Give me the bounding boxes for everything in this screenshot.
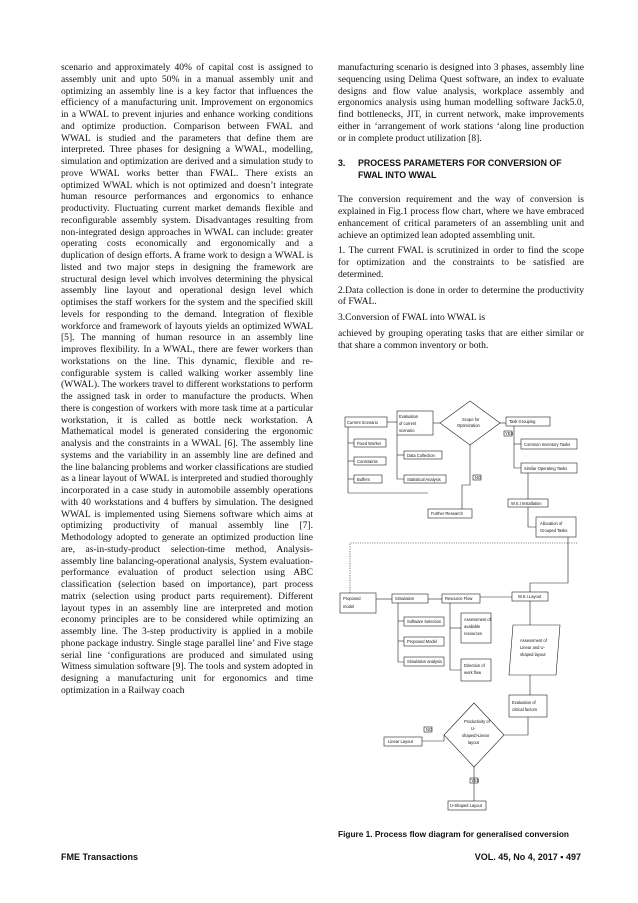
fig-buffers: Buffers: [357, 477, 370, 482]
fig-assessment-linear-3: shaped layout: [520, 652, 546, 657]
fig-no-2: NO: [426, 727, 433, 732]
fig-linear-layout: Linear Layout: [388, 739, 413, 744]
fig-constraints: Constraints: [357, 459, 378, 464]
fig-yes-2: YES: [471, 778, 480, 783]
fig-productivity-1: Productivity of: [464, 719, 490, 724]
fig-proposed-model-box: Proposed Model: [407, 639, 437, 644]
section-number: 3.: [338, 158, 346, 169]
fig-further-research: Further Research: [431, 511, 463, 516]
body-paragraph: 2.Data collection is done in order to determine the productivity of FWAL.: [338, 284, 584, 308]
body-paragraph: manufacturing scenario is designed into 3 phases, assembly line sequencing using Delima Quest software, an index to evaluate designs and flow value analysis, workplace assembly and ergonomics analysis using human modelling software Jack5.0, find bottlenecks, JIT, in current network, make improvements either in ‘arrangement of work stations ‘along line production or in complete product utilization [8].: [338, 62, 584, 144]
section-title: PROCESS PARAMETERS FOR CONVERSION OF FWAL INTO WWAL: [358, 158, 562, 180]
fig-current-scenario: Current Scenario: [347, 420, 378, 425]
fig-data-collection: Data Collection: [407, 453, 435, 458]
fig-allocation-2: Grouped Tasks: [540, 528, 568, 533]
left-column: [61, 62, 313, 697]
section-heading: [338, 158, 584, 181]
footer-journal: FME Transactions: [61, 852, 139, 862]
fig-productivity-4: layout: [468, 740, 479, 745]
fig-productivity-2: U-: [471, 726, 476, 731]
fig-assessment-resources-2: available: [464, 624, 481, 629]
fig-simulation-analysis: Simulation analysis: [407, 659, 443, 664]
body-paragraph: 3.Conversion of FWAL into WWAL is: [338, 312, 486, 323]
fig-allocation-1: Allocation of: [540, 521, 563, 526]
footer-issue: VOL. 45, No 4, 2017 ▪ 497: [474, 852, 581, 862]
fig-no-1: NO: [475, 475, 482, 480]
figure-caption: Figure 1. Process flow diagram for generalised conversion: [338, 829, 570, 839]
fig-assessment-linear-1: Assessment of: [520, 638, 547, 643]
body-paragraph: 1. The current FWAL is scrutinized in order to find the scope for optimization and the constraints to be satisfied are determined.: [338, 245, 584, 280]
fig-assessment-resources-3: resources: [464, 631, 482, 636]
fig-assessment-linear-2: Linear and U-: [520, 645, 545, 650]
fig-direction-flow-2: work flow: [464, 670, 482, 675]
fig-wsi-installation: W.S.I Installation: [511, 501, 542, 506]
fig-wsi-layout: W.S.I Layout: [518, 594, 542, 599]
fig-direction-flow-1: Direction of: [464, 663, 485, 668]
fig-evaluation-critical-2: critical factors: [512, 707, 538, 712]
fig-evaluation-critical-1: Evaluation of: [512, 700, 536, 705]
fig-proposed-model-2: model: [343, 604, 355, 609]
process-flow-diagram: [338, 393, 584, 825]
fig-resource-flow: Resource Flow: [445, 596, 473, 601]
fig-ushaped-layout: U-Shaped Layout: [450, 803, 482, 808]
fig-similar-operating: Similar Operating Tasks: [524, 466, 568, 471]
body-paragraph: achieved by grouping operating tasks that are either similar or that share a common inventory or both.: [338, 327, 584, 351]
fig-fixed-worker: Fixed Worker: [357, 441, 382, 446]
fig-yes-1: YES: [505, 431, 514, 436]
fig-scope-1: Scope for: [462, 417, 480, 422]
fig-task-grouping: Task Grouping: [509, 419, 536, 424]
fig-evaluation-current-2: of current: [399, 421, 417, 426]
fig-proposed-model-1: Proposed: [343, 596, 361, 601]
fig-simulation: Simulation: [395, 596, 415, 601]
fig-software-selection: Software Selection: [407, 619, 442, 624]
fig-evaluation-current-3: scenario: [399, 428, 415, 433]
fig-common-inventory: Common Inventory Tasks: [524, 442, 571, 447]
body-paragraph: The conversion requirement and the way of conversion is explained in Fig.1 process flow chart, where we have embraced enhancement of critical parameters of an assembling unit and achieve an optimized lean adopted assembling unit.: [338, 194, 584, 241]
fig-statistical-analysis: Statistical Analysis: [407, 477, 441, 482]
right-column: [338, 62, 584, 351]
fig-scope-2: Optimization: [457, 423, 480, 428]
fig-productivity-3: shaped>Linear: [462, 733, 490, 738]
fig-evaluation-current-1: Evaluation: [399, 414, 419, 419]
body-paragraph: scenario and approximately 40% of capital cost is assigned to assembly unit and upto 50% in a manual assembly unit and optimizing an assembly line is a key factor that influences the efficiency of a manufacturing unit. Improvement on ergonomics in a WWAL to prevent injuries and enhance working conditions and optimize production. Comparison between FWAL and WWAL is studied and the parameters that define them are interpreted. Three phases for designing a WWAL, modelling, simulation and optimization are derived and a simulation study to prove WWAL works better than FWAL. There exists an optimized WWAL which is not optimized and doesn’t integrate human resource performances and ergonomics to enhance productivity. Fluctuating current market demands flexible and reconfigurable assembly system. Disadvantages resulting from non-integrated design approaches in WWAL can include: greater operating costs economically and ergonomically and a duplication of design efforts. A frame work to design a WWAL is listed and two major steps in designing the framework are structural design level which involves determining the physical assembly line layout and operational design level which optimises the staff workers for the system and the specified skill levels for responding to the demand. Integration of flexible workforce and framework of layouts yields an optimized WWAL [5]. The manning of human resource in an assembly line improves flexibility. In a WWAL, there are fewer workers than workstations on the line. This dynamic, flexible and re-configurable system is called walking worker assembly line (WWAL). The workers travel to different workstations to perform the assigned task in order to manufacture the products. When there is congestion of workers with more task time at a particular workstation, it is called as bottle neck workstation. A Mathematical model is generated considering the ergonomic analysis and the constraints in a WWAL [6]. The assembly line systems and the variability in an assembly line are defined and the line balancing problems and worker classifications are studied as a linear layout of WWAL is interpreted and studied thoroughly incorporated in a case study in automobile assembly operations with 40 workstations and 4 buffers by simulation. The designed WWAL is implemented using Siemens software which aims at optimizing productivity of manual assembly line [7]. Methodology adopted to generate an optimized production line are, as-in-study-product selection-time method, Analysis-assembly line balancing-operational analysis, System evaluation-performance evaluation of product selection using ABC classification (selection based on importance), part process matrix (selection using product parts requirement). Different layout types in an assembly line are interpreted and motion economy principles are to be considered while optimizing an assembly line. The 3-step productivity is applied in a mobile phone package industry. Single stage parallel line’ and Five stage serial line ‘configurations are produced and simulated using Witness simulation software [9]. The tools and system adopted in designing a manufacturing unit for ergonomics and time optimization in a Railway coach: [61, 62, 313, 696]
fig-assessment-resources-1: Assessment of: [464, 617, 491, 622]
